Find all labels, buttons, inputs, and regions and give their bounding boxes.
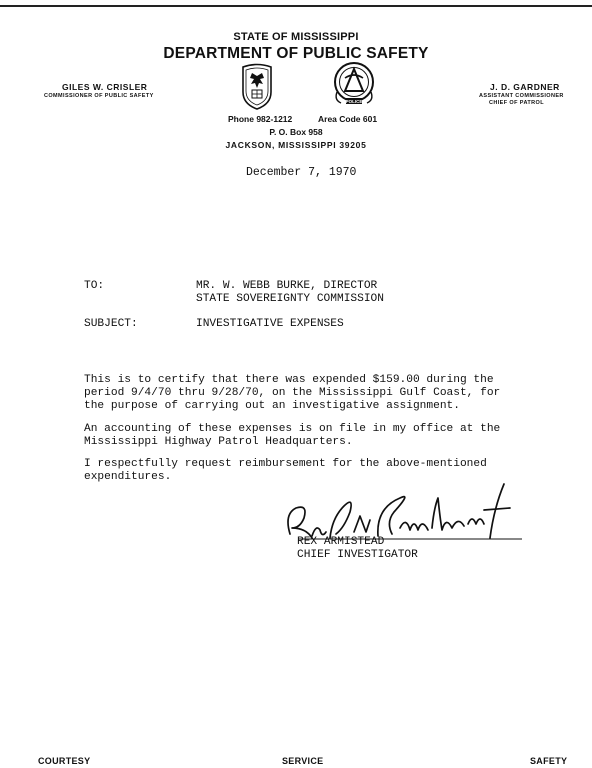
body-line: Mississippi Highway Patrol Headquarters. bbox=[84, 436, 353, 448]
badge-label: POLICE bbox=[345, 99, 363, 104]
body-line: expenditures. bbox=[84, 471, 172, 483]
recipient-line-1: MR. W. WEBB BURKE, DIRECTOR bbox=[196, 280, 378, 292]
po-box: P. O. Box 958 bbox=[269, 127, 323, 137]
footer-service: SERVICE bbox=[282, 756, 324, 766]
chief-title-line-1: ASSISTANT COMMISSIONER bbox=[479, 93, 564, 99]
to-label: TO: bbox=[84, 280, 105, 292]
chief-name: J. D. GARDNER bbox=[490, 82, 560, 92]
body-line: I respectfully request reimbursement for the above-mentioned bbox=[84, 458, 487, 470]
footer-courtesy: COURTESY bbox=[38, 756, 91, 766]
subject-label: SUBJECT: bbox=[84, 318, 138, 330]
body-line: period 9/4/70 thru 9/28/70, on the Mississippi Gulf Coast, for bbox=[84, 387, 501, 399]
state-seal-icon bbox=[240, 64, 274, 110]
chief-title-line-2: CHIEF OF PATROL bbox=[489, 100, 544, 106]
subject-value: INVESTIGATIVE EXPENSES bbox=[196, 318, 344, 330]
top-rule bbox=[0, 5, 592, 7]
phone-number: Phone 982-1212 bbox=[228, 114, 293, 124]
body-line: This is to certify that there was expended $159.00 during the bbox=[84, 374, 494, 386]
footer-safety: SAFETY bbox=[530, 756, 568, 766]
signer-name: REX ARMISTEAD bbox=[297, 536, 385, 548]
recipient-line-2: STATE SOVEREIGNTY COMMISSION bbox=[196, 293, 384, 305]
signer-title: CHIEF INVESTIGATOR bbox=[297, 549, 418, 561]
letter-date: December 7, 1970 bbox=[246, 166, 357, 179]
city-address: JACKSON, MISSISSIPPI 39205 bbox=[225, 140, 367, 150]
commissioner-title: COMMISSIONER OF PUBLIC SAFETY bbox=[44, 93, 154, 99]
area-code: Area Code 601 bbox=[318, 114, 378, 124]
body-line: An accounting of these expenses is on file in my office at the bbox=[84, 423, 501, 435]
body-line: the purpose of carrying out an investigative assignment. bbox=[84, 400, 460, 412]
department-heading: DEPARTMENT OF PUBLIC SAFETY bbox=[163, 45, 429, 62]
police-badge-icon bbox=[331, 60, 377, 108]
state-heading: STATE OF MISSISSIPPI bbox=[233, 31, 359, 43]
commissioner-name: GILES W. CRISLER bbox=[62, 82, 148, 92]
